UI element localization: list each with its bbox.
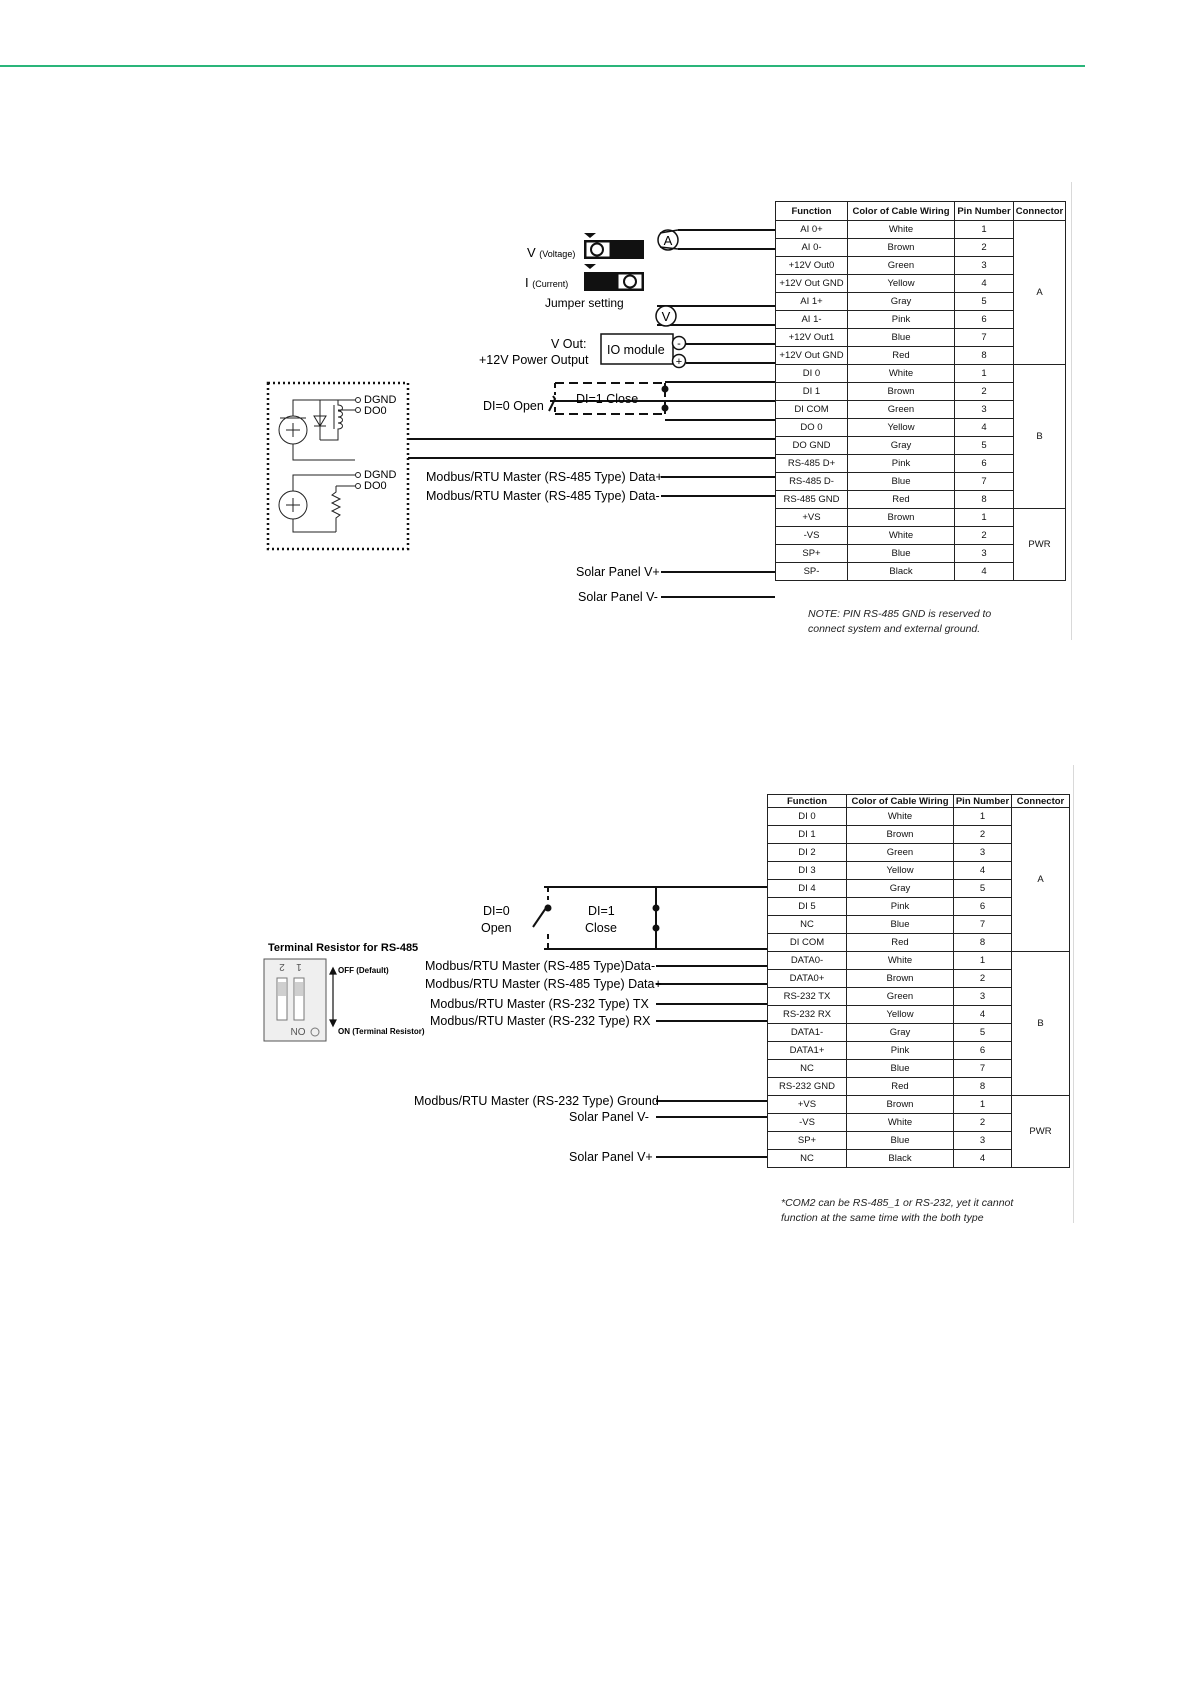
function-cell: DI 0 xyxy=(776,365,848,383)
color-cell: Pink xyxy=(847,1042,954,1060)
table-row xyxy=(776,365,1066,383)
pin-cell: 5 xyxy=(954,880,1012,898)
color-cell: Brown xyxy=(848,383,955,401)
pin-cell: 3 xyxy=(954,844,1012,862)
color-cell: Blue xyxy=(847,1132,954,1150)
color-cell: White xyxy=(847,1114,954,1132)
pin-cell: 8 xyxy=(954,1078,1012,1096)
pin-cell: 7 xyxy=(954,1060,1012,1078)
color-cell: White xyxy=(848,365,955,383)
di0-open-label: DI=0 Open xyxy=(483,399,544,413)
color-cell: Red xyxy=(847,934,954,952)
pin-cell: 2 xyxy=(954,826,1012,844)
pin-cell: 8 xyxy=(955,491,1014,509)
do0-label-2: DO0 xyxy=(364,480,387,492)
connector-cell: A xyxy=(1012,808,1070,952)
connector-cell: A xyxy=(1014,221,1066,365)
color-cell: Gray xyxy=(848,437,955,455)
rs232-tx-label: Modbus/RTU Master (RS-232 Type) TX xyxy=(430,997,649,1011)
function-cell: SP- xyxy=(776,563,848,581)
function-cell: DI COM xyxy=(776,401,848,419)
voltage-label: V (Voltage) xyxy=(527,245,576,260)
pin-cell: 2 xyxy=(955,527,1014,545)
color-cell: Green xyxy=(848,401,955,419)
table-row xyxy=(768,952,1070,970)
function-cell: DI 2 xyxy=(768,844,847,862)
jumper-current-icon xyxy=(584,264,644,291)
function-cell: -VS xyxy=(768,1114,847,1132)
function-cell: SP+ xyxy=(776,545,848,563)
table-row xyxy=(776,509,1066,527)
function-cell: RS-485 D+ xyxy=(776,455,848,473)
function-cell: AI 1- xyxy=(776,311,848,329)
function-cell: NC xyxy=(768,1060,847,1078)
color-cell: Green xyxy=(848,257,955,275)
pin-cell: 2 xyxy=(954,970,1012,988)
di-switch-icon xyxy=(533,887,656,949)
function-cell: AI 1+ xyxy=(776,293,848,311)
rs485-data-minus-label: Modbus/RTU Master (RS-485 Type) Data- xyxy=(426,489,660,503)
rs232-rx-label: Modbus/RTU Master (RS-232 Type) RX xyxy=(430,1014,651,1028)
svg-text:ON: ON xyxy=(290,1025,306,1036)
v-out-label: V Out: xyxy=(551,337,587,351)
function-cell: DI 1 xyxy=(776,383,848,401)
color-cell: Blue xyxy=(847,916,954,934)
color-cell: Pink xyxy=(847,898,954,916)
svg-text:-: - xyxy=(677,338,681,350)
pin-cell: 4 xyxy=(955,563,1014,581)
color-cell: Yellow xyxy=(847,1006,954,1024)
jumper-voltage-icon xyxy=(584,233,644,259)
function-cell: AI 0- xyxy=(776,239,848,257)
function-cell: DATA0+ xyxy=(768,970,847,988)
pin-cell: 3 xyxy=(955,545,1014,563)
function-cell: DATA1- xyxy=(768,1024,847,1042)
relay-circuit-icon xyxy=(279,398,361,533)
dgnd-label-2: DGND xyxy=(364,469,397,481)
function-cell: DATA0- xyxy=(768,952,847,970)
ammeter-label: A xyxy=(663,233,673,248)
pin-cell: 3 xyxy=(955,401,1014,419)
pin-cell: 4 xyxy=(954,1006,1012,1024)
table-row xyxy=(768,1096,1070,1114)
table-header: Connector xyxy=(1014,202,1066,221)
color-cell: Blue xyxy=(848,473,955,491)
function-cell: DI 0 xyxy=(768,808,847,826)
solar-v-plus-label: Solar Panel V+ xyxy=(569,1150,653,1164)
pin-cell: 2 xyxy=(955,383,1014,401)
function-cell: +12V Out GND xyxy=(776,275,848,293)
table-row xyxy=(768,808,1070,826)
di1-close-label: DI=1 Close xyxy=(576,392,639,406)
pin-cell: 6 xyxy=(955,311,1014,329)
rs485-data-minus-label: Modbus/RTU Master (RS-485 Type)Data- xyxy=(425,959,656,973)
di1-label: DI=1 xyxy=(588,904,615,918)
function-cell: +12V Out GND xyxy=(776,347,848,365)
pin-cell: 4 xyxy=(954,1150,1012,1168)
color-cell: Brown xyxy=(848,509,955,527)
function-cell: DI 3 xyxy=(768,862,847,880)
svg-text:2: 2 xyxy=(279,961,285,972)
color-cell: Brown xyxy=(847,970,954,988)
color-cell: Green xyxy=(847,844,954,862)
rs232-ground-label: Modbus/RTU Master (RS-232 Type) Ground xyxy=(414,1094,659,1108)
color-cell: White xyxy=(848,527,955,545)
function-cell: RS-232 GND xyxy=(768,1078,847,1096)
power-output-label: +12V Power Output xyxy=(479,353,589,367)
pin-cell: 3 xyxy=(954,1132,1012,1150)
pin-cell: 7 xyxy=(954,916,1012,934)
function-cell: DI 1 xyxy=(768,826,847,844)
pin-cell: 6 xyxy=(954,1042,1012,1060)
do0-label-1: DO0 xyxy=(364,405,387,417)
table-header: Pin Number xyxy=(954,795,1012,808)
function-cell: RS-232 TX xyxy=(768,988,847,1006)
open-label: Open xyxy=(481,921,512,935)
table-header: Function xyxy=(776,202,848,221)
color-cell: Yellow xyxy=(848,275,955,293)
function-cell: RS-485 D- xyxy=(776,473,848,491)
function-cell: -VS xyxy=(776,527,848,545)
pin-cell: 5 xyxy=(954,1024,1012,1042)
dgnd-label-1: DGND xyxy=(364,394,397,406)
on-terminal-label: ON (Terminal Resistor) xyxy=(338,1027,425,1036)
function-cell: +VS xyxy=(768,1096,847,1114)
table-header: Function xyxy=(768,795,847,808)
pin-cell: 3 xyxy=(954,988,1012,1006)
function-cell: NC xyxy=(768,916,847,934)
note-2: *COM2 can be RS-485_1 or RS-232, yet it cannot function at the same time with the both type xyxy=(781,1197,1014,1224)
color-cell: Gray xyxy=(847,880,954,898)
function-cell: SP+ xyxy=(768,1132,847,1150)
function-cell: +12V Out1 xyxy=(776,329,848,347)
connector-cell: PWR xyxy=(1012,1096,1070,1168)
voltmeter-label: V xyxy=(661,309,671,324)
off-default-label: OFF (Default) xyxy=(338,966,389,975)
function-cell: AI 0+ xyxy=(776,221,848,239)
pin-cell: 8 xyxy=(954,934,1012,952)
function-cell: DO 0 xyxy=(776,419,848,437)
function-cell: +12V Out0 xyxy=(776,257,848,275)
pin-cell: 7 xyxy=(955,329,1014,347)
table-header: Connector xyxy=(1012,795,1070,808)
pin-cell: 6 xyxy=(955,455,1014,473)
color-cell: Black xyxy=(848,563,955,581)
jumper-setting-label: Jumper setting xyxy=(545,296,624,310)
color-cell: Red xyxy=(848,491,955,509)
table-header: Color of Cable Wiring xyxy=(847,795,954,808)
pin-cell: 7 xyxy=(955,473,1014,491)
pin-cell: 1 xyxy=(954,808,1012,826)
pin-cell: 1 xyxy=(954,1096,1012,1114)
color-cell: Red xyxy=(848,347,955,365)
function-cell: RS-232 RX xyxy=(768,1006,847,1024)
pin-cell: 5 xyxy=(955,437,1014,455)
wiring-table-1 xyxy=(775,201,1066,581)
connector-cell: B xyxy=(1012,952,1070,1096)
rs485-data-plus-label: Modbus/RTU Master (RS-485 Type) Data+ xyxy=(425,977,662,991)
function-cell: DI 5 xyxy=(768,898,847,916)
function-cell: +VS xyxy=(776,509,848,527)
pin-cell: 5 xyxy=(955,293,1014,311)
function-cell: DI COM xyxy=(768,934,847,952)
dip-switch-icon xyxy=(264,959,326,1041)
color-cell: White xyxy=(847,808,954,826)
current-label: I (Current) xyxy=(525,275,569,290)
pin-cell: 4 xyxy=(955,419,1014,437)
connector-cell: B xyxy=(1014,365,1066,509)
pin-cell: 3 xyxy=(955,257,1014,275)
pin-cell: 2 xyxy=(954,1114,1012,1132)
pin-cell: 1 xyxy=(955,365,1014,383)
color-cell: Gray xyxy=(848,293,955,311)
pin-cell: 8 xyxy=(955,347,1014,365)
color-cell: Yellow xyxy=(848,419,955,437)
close-label: Close xyxy=(585,921,617,935)
note-1: NOTE: PIN RS-485 GND is reserved to connect system and external ground. xyxy=(808,608,992,635)
function-cell: NC xyxy=(768,1150,847,1168)
pin-cell: 4 xyxy=(954,862,1012,880)
color-cell: Yellow xyxy=(847,862,954,880)
pin-cell: 2 xyxy=(955,239,1014,257)
di0-label: DI=0 xyxy=(483,904,510,918)
wiring-table-2 xyxy=(767,794,1070,1168)
pin-cell: 1 xyxy=(955,509,1014,527)
do-circuit-box xyxy=(268,383,408,549)
color-cell: Blue xyxy=(848,545,955,563)
solar-v-minus-label: Solar Panel V- xyxy=(569,1110,649,1124)
color-cell: Pink xyxy=(848,311,955,329)
svg-text:+: + xyxy=(675,356,683,368)
svg-text:1: 1 xyxy=(296,961,302,972)
solar-v-plus-label: Solar Panel V+ xyxy=(576,565,660,579)
function-cell: DO GND xyxy=(776,437,848,455)
color-cell: Blue xyxy=(847,1060,954,1078)
pin-cell: 1 xyxy=(954,952,1012,970)
connector-cell: PWR xyxy=(1014,509,1066,581)
pin-cell: 4 xyxy=(955,275,1014,293)
pin-cell: 1 xyxy=(955,221,1014,239)
table-row xyxy=(776,221,1066,239)
color-cell: Red xyxy=(847,1078,954,1096)
color-cell: Green xyxy=(847,988,954,1006)
color-cell: Brown xyxy=(847,826,954,844)
color-cell: Blue xyxy=(848,329,955,347)
function-cell: DI 4 xyxy=(768,880,847,898)
color-cell: Black xyxy=(847,1150,954,1168)
color-cell: Brown xyxy=(847,1096,954,1114)
color-cell: White xyxy=(847,952,954,970)
terminal-resistor-title: Terminal Resistor for RS-485 xyxy=(268,942,419,954)
table-header: Color of Cable Wiring xyxy=(848,202,955,221)
color-cell: Brown xyxy=(848,239,955,257)
rs485-data-plus-label: Modbus/RTU Master (RS-485 Type) Data+ xyxy=(426,470,663,484)
pin-cell: 6 xyxy=(954,898,1012,916)
color-cell: Pink xyxy=(848,455,955,473)
color-cell: White xyxy=(848,221,955,239)
solar-v-minus-label: Solar Panel V- xyxy=(578,590,658,604)
function-cell: RS-485 GND xyxy=(776,491,848,509)
io-module-label: IO module xyxy=(607,343,665,357)
function-cell: DATA1+ xyxy=(768,1042,847,1060)
table-header: Pin Number xyxy=(955,202,1014,221)
color-cell: Gray xyxy=(847,1024,954,1042)
